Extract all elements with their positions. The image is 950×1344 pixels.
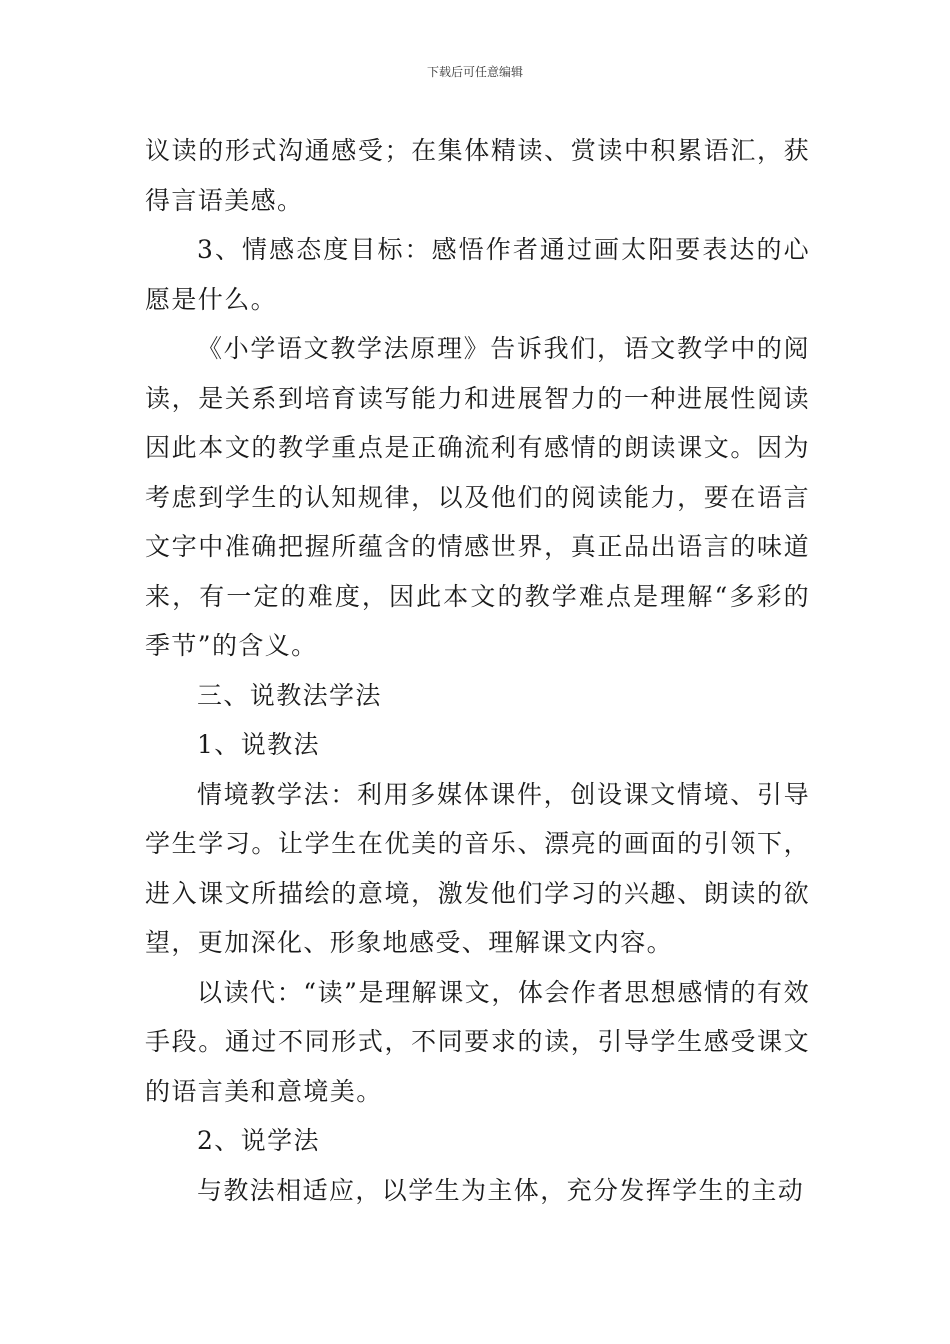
paragraph-key-points: 《小学语文教学法原理》告诉我们，语文教学中的阅读，是关系到培育读写能力和进展智力的一种进展性阅读因此本文的教学重点是正确流利有感情的朗读课文。因为考虑到学生的认知规律，以及他们的阅读能力，要在语言文字中准确把握所蕴含的情感世界，真正品出语言的味道来，有一定的难度，因此本文的教学难点是理解“多彩的季节”的含义。	[145, 334, 810, 660]
subheading-learning-method: 2、说学法	[197, 1126, 320, 1155]
paragraph-reading-method: 以读代：“读”是理解课文，体会作者思想感情的有效手段。通过不同形式，不同要求的读，引导学生感受课文的语言美和意境美。	[145, 977, 810, 1106]
section-heading-teaching-methods: 三、说教法学法	[197, 680, 382, 710]
subheading-teaching-method: 1、说教法	[197, 730, 320, 759]
paragraph-learning-method: 与教法相适应，以学生为主体，充分发挥学生的主动	[197, 1175, 805, 1205]
paragraph-situational-teaching: 情境教学法：利用多媒体课件，创设课文情境、引导学生学习。让学生在优美的音乐、漂亮的画面的引领下，进入课文所描绘的意境，激发他们学习的兴趣、朗读的欲望，更加深化、形象地感受、理解课文内容。	[145, 779, 810, 957]
document-body	[145, 126, 810, 1215]
paragraph-learning-method-continued: 议读的形式沟通感受；在集体精读、赏读中积累语汇，获得言语美感。	[145, 136, 810, 215]
page-header-note: 下载后可任意编辑	[426, 65, 523, 79]
paragraph-emotional-goal: 3、情感态度目标：感悟作者通过画太阳要表达的心愿是什么。	[145, 235, 810, 314]
